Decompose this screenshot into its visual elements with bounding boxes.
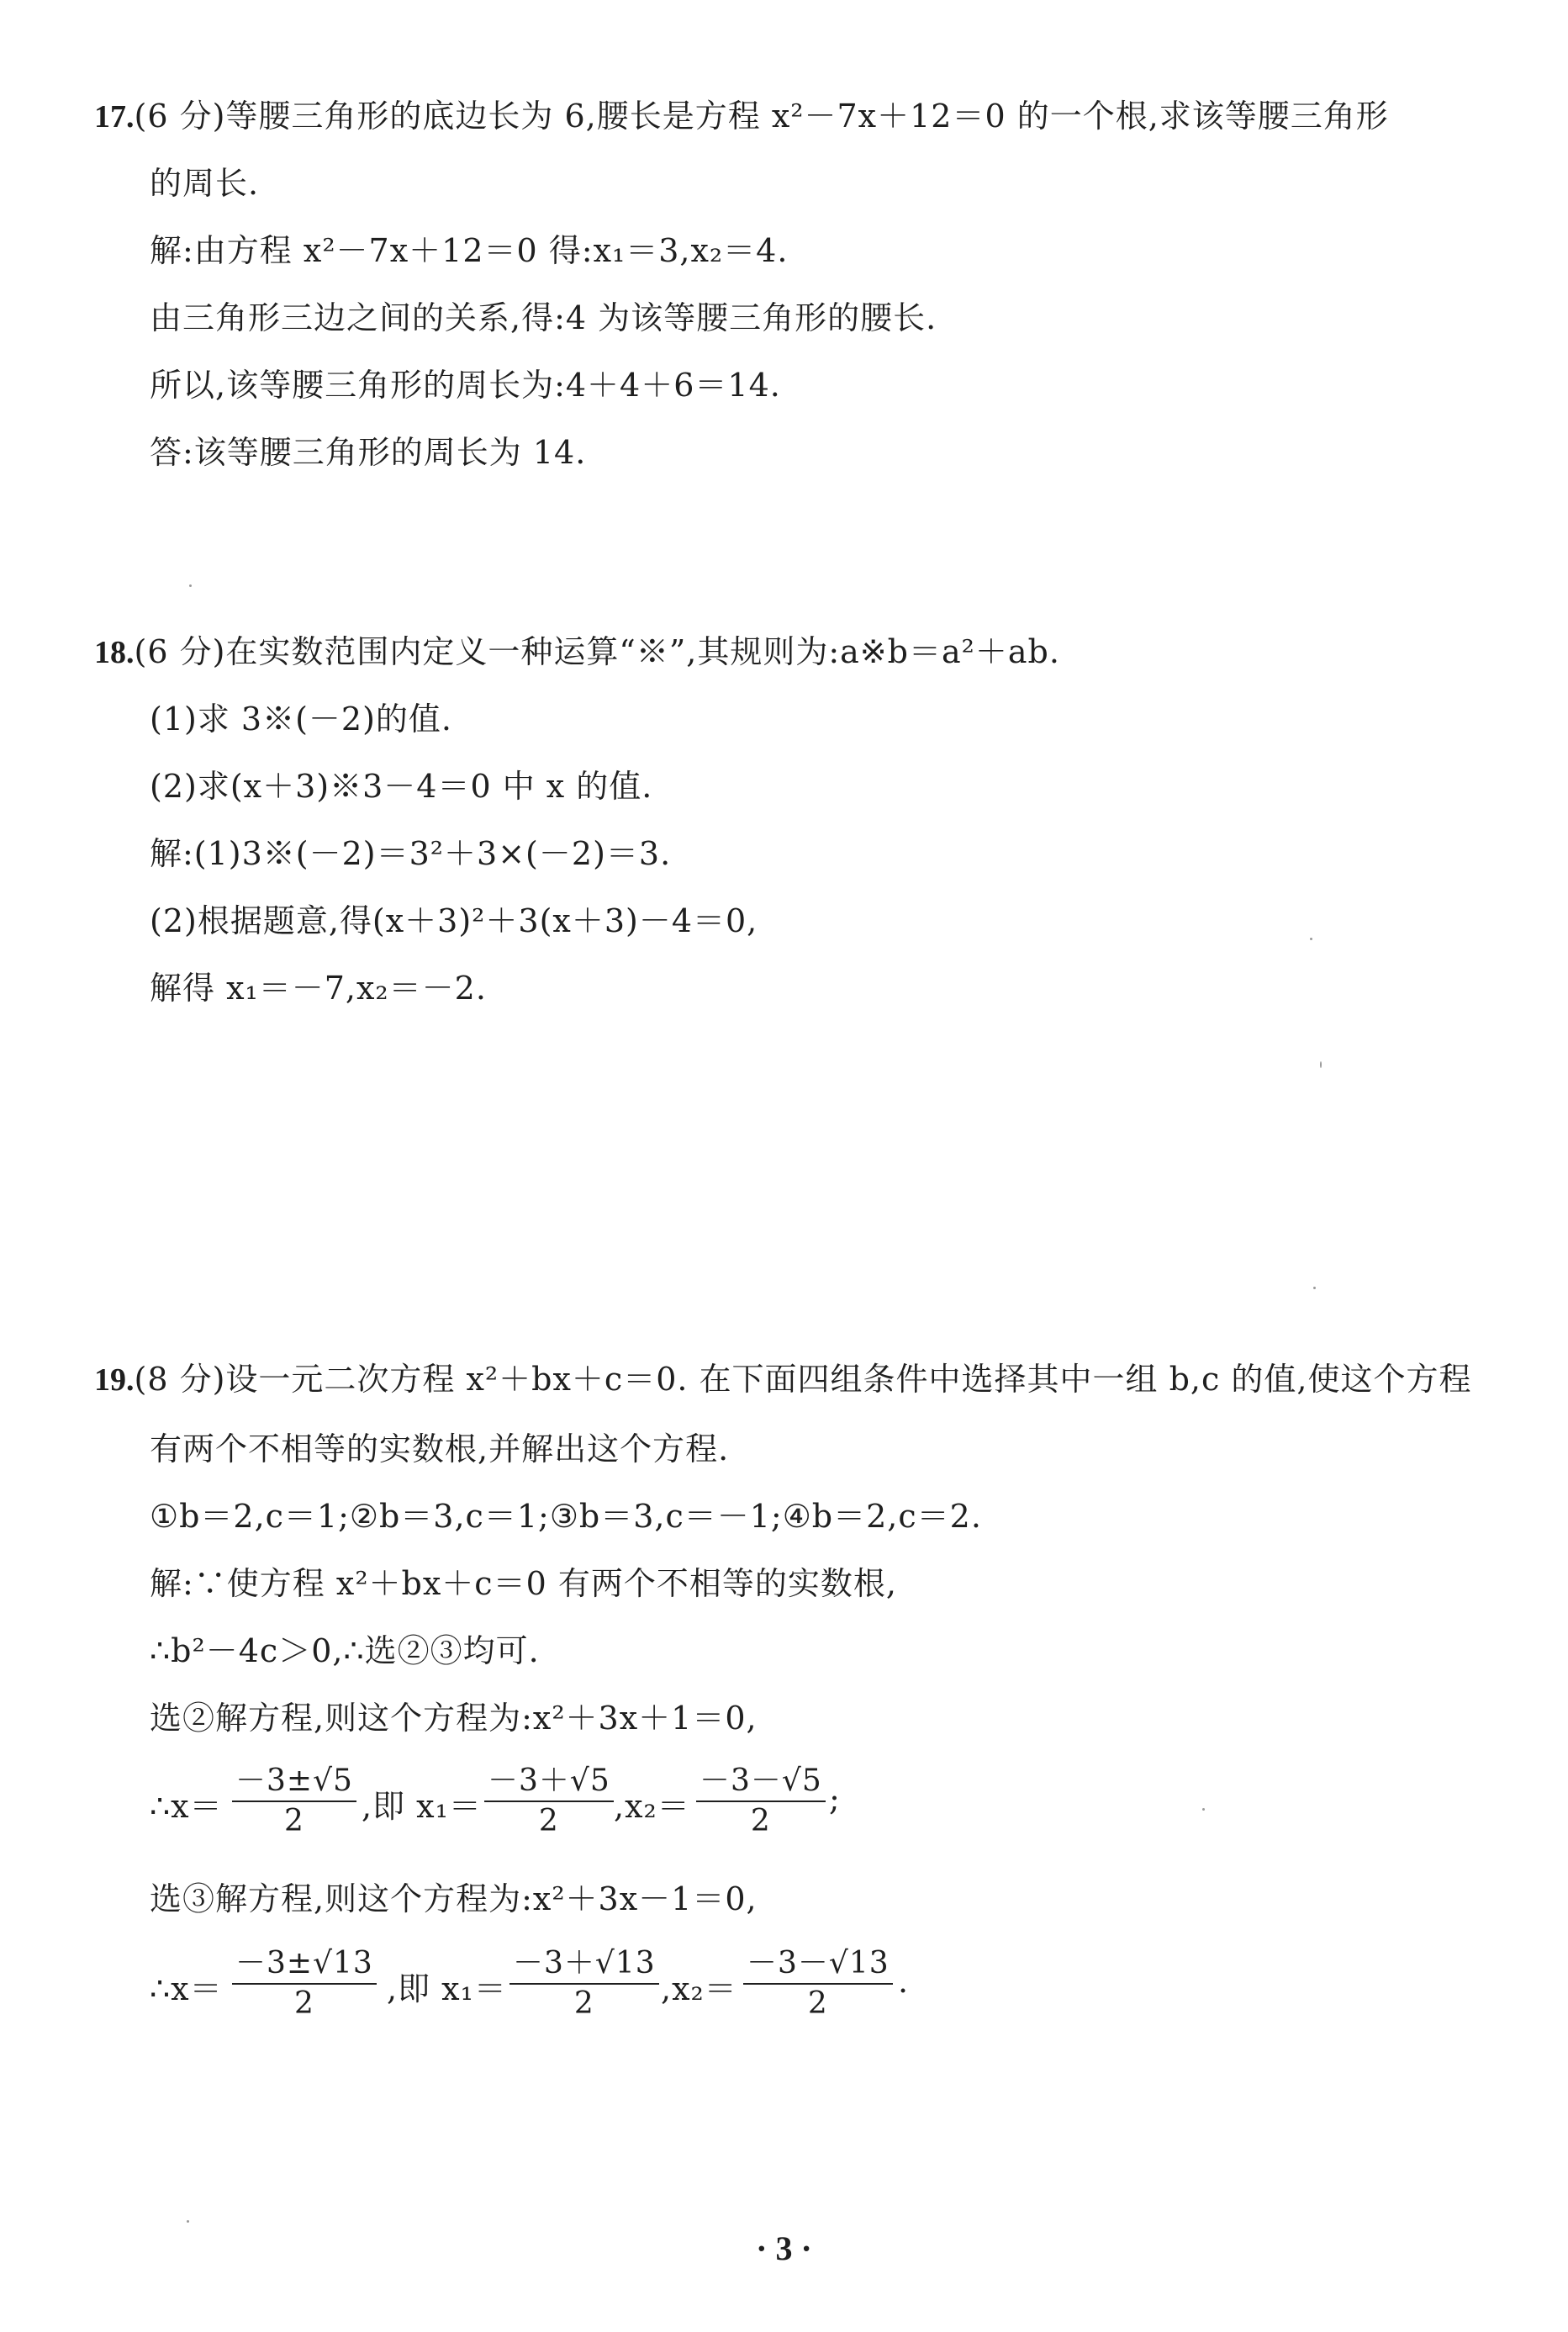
- sol6-fraction-1-numerator: －3±√13: [232, 1944, 377, 1985]
- sol4-fraction-1-numerator: －3±√5: [232, 1762, 356, 1802]
- sol4-lead: ∴x＝: [150, 1788, 223, 1825]
- q19-text-1: (8 分)设一元二次方程 x²＋bx＋c＝0. 在下面四组条件中选择其中一组 b,c 的值,使这个方程: [134, 1361, 1472, 1398]
- q17-solution-4: 答:该等腰三角形的周长为 14.: [150, 434, 587, 471]
- sol6-fraction-3-denominator: 2: [807, 1986, 828, 2021]
- scan-speck: [1310, 938, 1312, 940]
- q19-solution-1: 解:∵使方程 x²＋bx＋c＝0 有两个不相等的实数根,: [150, 1565, 897, 1602]
- q17-solution-2: 由三角形三边之间的关系,得:4 为该等腰三角形的腰长.: [150, 299, 937, 336]
- q17-solution-3: 所以,该等腰三角形的周长为:4＋4＋6＝14.: [150, 367, 781, 404]
- q19-solution-5: 选③解方程,则这个方程为:x²＋3x－1＝0,: [150, 1880, 758, 1917]
- sol4-fraction-1: [232, 1762, 356, 1841]
- q17-number: 17.: [94, 99, 135, 135]
- sol4-fraction-3: [696, 1762, 826, 1841]
- sol4-tail: ;: [829, 1780, 841, 1817]
- sol6-mid-1: ,即 x₁＝: [387, 1970, 507, 2007]
- sol4-fraction-3-numerator: －3－√5: [696, 1762, 826, 1802]
- q18-part-1: (1)求 3※(－2)的值.: [150, 701, 452, 738]
- q17-solution-1: 解:由方程 x²－7x＋12＝0 得:x₁＝3,x₂＝4.: [150, 232, 789, 269]
- sol4-mid-1: ,即 x₁＝: [362, 1788, 482, 1825]
- q18-solution-1: 解:(1)3※(－2)＝3²＋3×(－2)＝3.: [150, 835, 672, 872]
- sol6-tail: .: [898, 1963, 910, 2000]
- q18-text-1: (6 分)在实数范围内定义一种运算“※”,其规则为:a※b＝a²＋ab.: [134, 633, 1060, 670]
- sol6-mid-2: ,x₂＝: [661, 1970, 737, 2007]
- sol4-fraction-2: [484, 1762, 614, 1841]
- scan-speck: [1313, 1287, 1316, 1289]
- q19-solution-4: [150, 1762, 990, 1846]
- sol6-fraction-3-numerator: －3－√13: [743, 1944, 893, 1985]
- q17-line2: 的周长.: [150, 165, 260, 202]
- sol6-fraction-3: [743, 1944, 893, 2023]
- q19-solution-3: 选②解方程,则这个方程为:x²＋3x＋1＝0,: [150, 1700, 758, 1737]
- q18-part-2: (2)求(x＋3)※3－4＝0 中 x 的值.: [150, 768, 653, 805]
- q18-line1: [94, 627, 1060, 678]
- q19-solution-2: ∴b²－4c＞0,∴选②③均可.: [150, 1632, 540, 1669]
- sol4-fraction-3-denominator: 2: [750, 1804, 771, 1838]
- sol6-fraction-2: [509, 1944, 659, 2023]
- sol4-fraction-2-denominator: 2: [538, 1804, 559, 1838]
- q17-text-1: (6 分)等腰三角形的底边长为 6,腰长是方程 x²－7x＋12＝0 的一个根,求该等腰三角形: [134, 98, 1389, 135]
- sol6-lead: ∴x＝: [150, 1970, 223, 2007]
- q19-solution-6: [150, 1944, 1074, 2028]
- sol4-fraction-1-denominator: 2: [284, 1804, 304, 1838]
- q19-number: 19.: [94, 1362, 135, 1398]
- sol6-fraction-2-denominator: 2: [573, 1986, 594, 2021]
- scan-speck: [1202, 1808, 1205, 1811]
- scan-speck: [1320, 1061, 1322, 1068]
- q18-solution-3: 解得 x₁＝－7,x₂＝－2.: [150, 970, 487, 1007]
- q19-options: ①b＝2,c＝1;②b＝3,c＝1;③b＝3,c＝－1;④b＝2,c＝2.: [150, 1498, 982, 1535]
- page-number: · 3 ·: [756, 2229, 812, 2267]
- sol4-mid-2: ,x₂＝: [614, 1788, 690, 1825]
- q18-number: 18.: [94, 635, 135, 670]
- scan-speck: [189, 584, 192, 587]
- q18-solution-2: (2)根据题意,得(x＋3)²＋3(x＋3)－4＝0,: [150, 902, 758, 939]
- q19-line1: [94, 1354, 1471, 1405]
- q19-line2: 有两个不相等的实数根,并解出这个方程.: [150, 1430, 730, 1467]
- q17-line1: [94, 91, 1389, 142]
- sol4-fraction-2-numerator: －3＋√5: [484, 1762, 614, 1802]
- scan-speck: [187, 2220, 189, 2223]
- sol6-fraction-1: [232, 1944, 377, 2023]
- sol6-fraction-2-numerator: －3＋√13: [509, 1944, 659, 1985]
- sol6-fraction-1-denominator: 2: [293, 1986, 314, 2021]
